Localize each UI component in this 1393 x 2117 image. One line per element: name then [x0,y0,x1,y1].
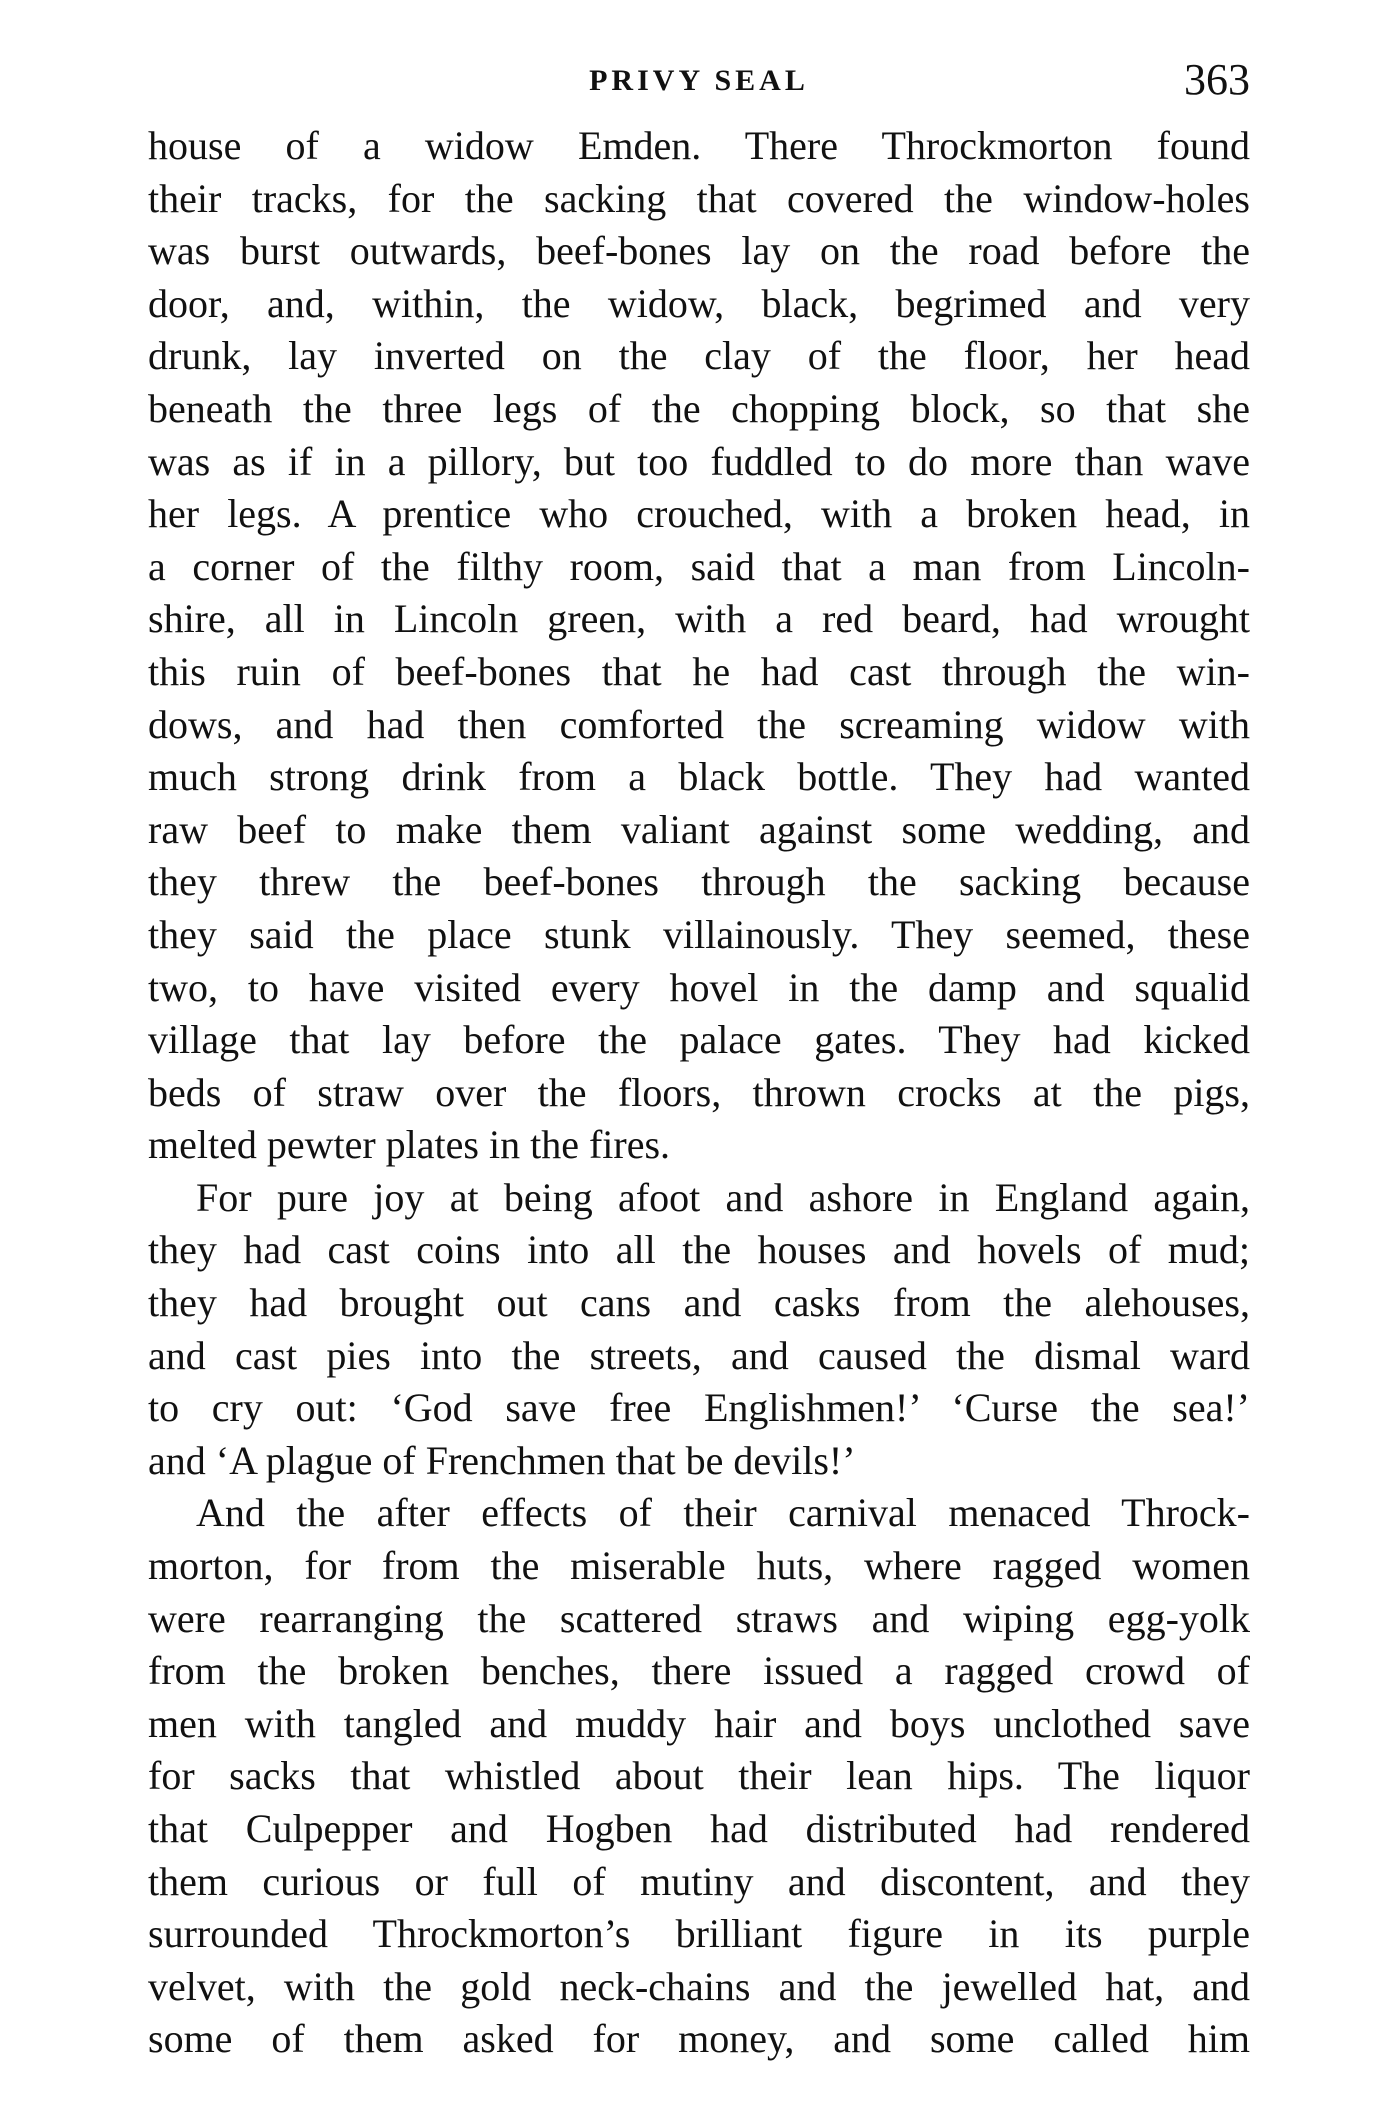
text-line: drunk, lay inverted on the clay of the floor, her head [148,333,1250,379]
text-line: her legs. A prentice who crouched, with a broken head, in [148,491,1250,537]
text-line: door, and, within, the widow, black, begrimed and very [148,280,1250,326]
paragraph-start-line: For pure joy at being afoot and ashore in England again, [196,1174,1250,1220]
text-line: beds of straw over the floors, thrown crocks at the pigs, [148,1069,1250,1115]
text-line: men with tangled and muddy hair and boys unclothed save [148,1700,1250,1746]
text-line: village that lay before the palace gates. They had kicked [148,1017,1250,1063]
running-title: PRIVY SEAL [589,64,809,97]
text-line: was burst outwards, beef-bones lay on the road before the [148,228,1250,274]
text-line: they said the place stunk villainously. They seemed, these [148,911,1250,957]
text-line: to cry out: ‘God save free Englishmen!’ ‘Curse the sea!’ [148,1385,1250,1431]
text-line: was as if in a pillory, but too fuddled to do more than wave [148,438,1250,484]
text-line: beneath the three legs of the chopping block, so that she [148,385,1250,431]
text-line: were rearranging the scattered straws and wiping egg-yolk [148,1595,1250,1641]
text-line: for sacks that whistled about their lean hips. The liquor [148,1753,1250,1799]
paragraph-start-line: And the after effects of their carnival menaced Throck- [196,1490,1250,1536]
text-line: house of a widow Emden. There Throckmorton found [148,123,1250,168]
text-line: from the broken benches, there issued a ragged crowd of [148,1648,1250,1694]
text-line: this ruin of beef-bones that he had cast through the win- [148,648,1250,694]
text-line: they had cast coins into all the houses and hovels of mud; [148,1227,1250,1273]
text-line: morton, for from the miserable huts, where ragged women [148,1543,1250,1589]
paragraph-end-line: and ‘A plague of Frenchmen that be devils!’ [148,1437,856,1483]
text-line: raw beef to make them valiant against some wedding, and [148,806,1250,852]
page-number: 363 [1184,55,1250,104]
text-line: some of them asked for money, and some called him [148,2016,1250,2062]
text-line: shire, all in Lincoln green, with a red beard, had wrought [148,596,1250,642]
body-text [148,120,1250,2066]
text-line: surrounded Throckmorton’s brilliant figure in its purple [148,1911,1250,1957]
text-line: two, to have visited every hovel in the damp and squalid [148,964,1250,1010]
running-head [148,55,1250,114]
text-line: a corner of the filthy room, said that a man from Lincoln- [148,543,1250,589]
text-line: dows, and had then comforted the screaming widow with [148,701,1250,747]
text-line: them curious or full of mutiny and discontent, and they [148,1858,1250,1904]
text-line: they threw the beef-bones through the sacking because [148,859,1250,905]
text-line: they had brought out cans and casks from the alehouses, [148,1280,1250,1326]
text-line: velvet, with the gold neck-chains and the jewelled hat, and [148,1963,1250,2009]
paragraph-end-line: melted pewter plates in the fires. [148,1122,671,1168]
text-line: that Culpepper and Hogben had distributed had rendered [148,1806,1250,1851]
text-line: much strong drink from a black bottle. They had wanted [148,754,1250,800]
text-line: their tracks, for the sacking that covered the window-holes [148,175,1250,221]
text-line: and cast pies into the streets, and caused the dismal ward [148,1332,1250,1378]
